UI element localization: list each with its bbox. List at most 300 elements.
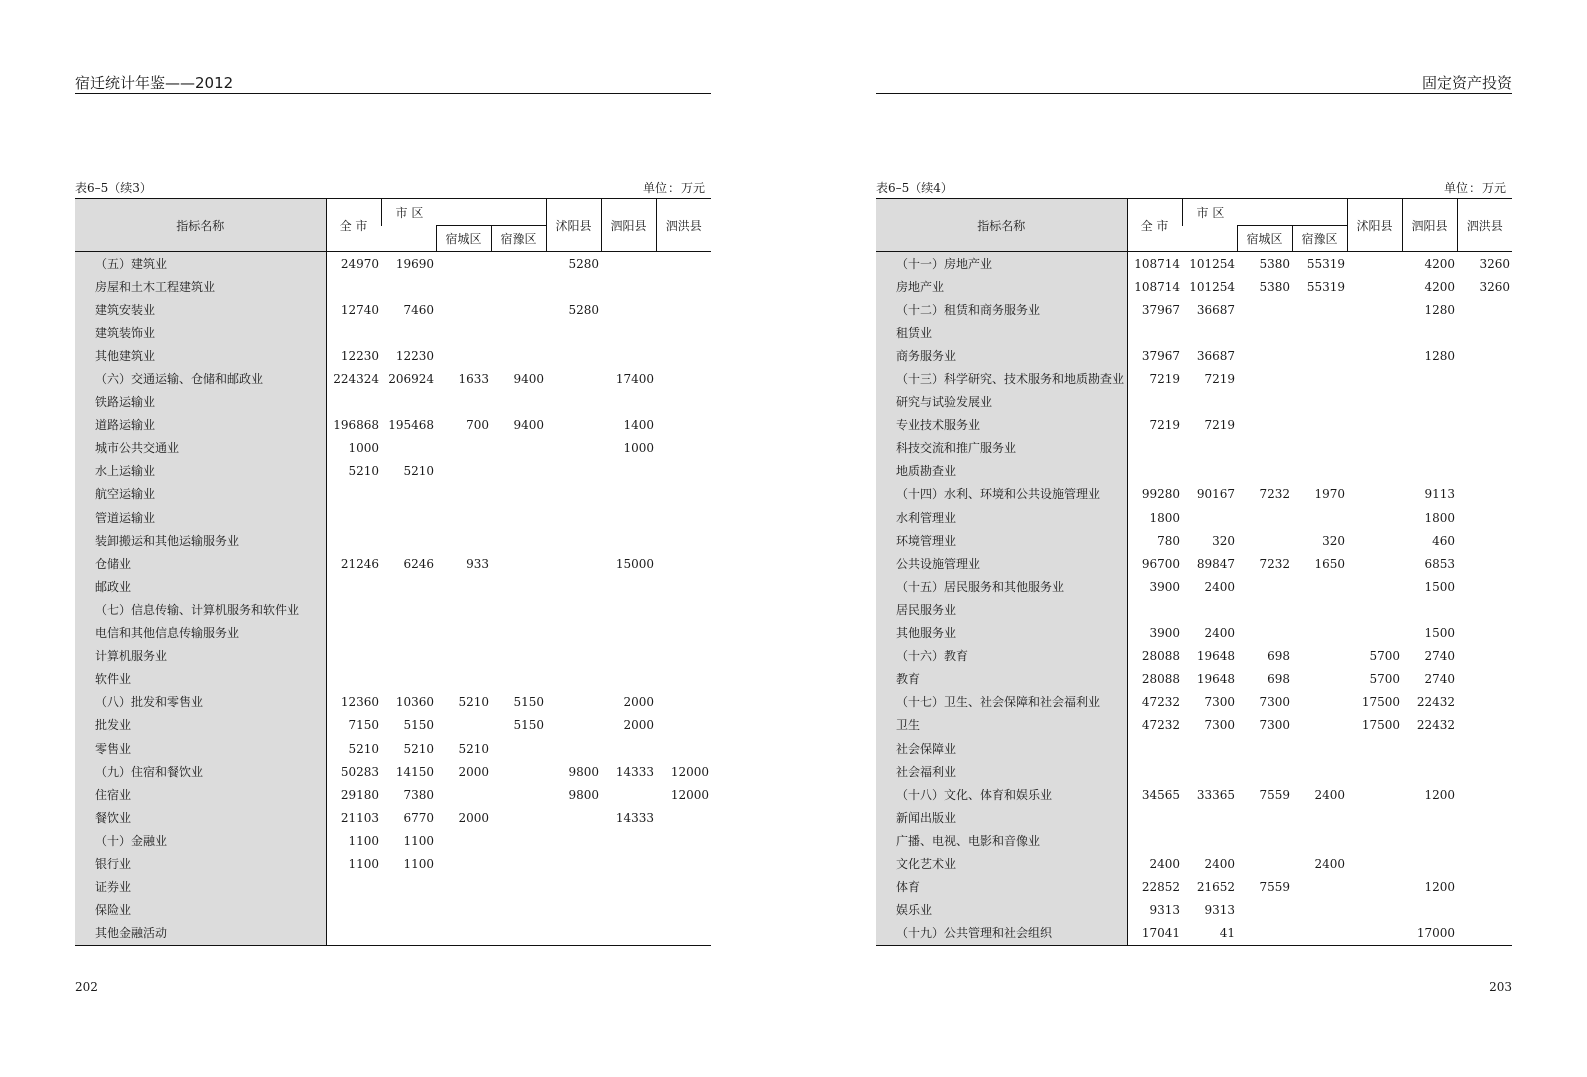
table-cell: 2400 <box>1314 787 1346 802</box>
column-header-urban: 市 区 <box>381 199 546 226</box>
table-cell: 700 <box>466 418 489 433</box>
table-cell <box>436 829 491 852</box>
table-row <box>75 252 711 276</box>
table-cell <box>546 806 601 829</box>
column-header-city: 全 市 <box>1127 199 1182 252</box>
table-cell <box>656 275 711 298</box>
table-cell <box>1402 737 1457 760</box>
table-cell <box>1457 367 1512 390</box>
row-label: （十五）居民服务和其他服务业 <box>876 575 1127 598</box>
table-cell: 2740 <box>1424 649 1456 664</box>
column-header-sihong: 泗洪县 <box>656 199 711 252</box>
table-cell <box>1402 460 1457 483</box>
row-label: 保险业 <box>75 899 326 922</box>
table-row <box>876 668 1512 691</box>
table-cell <box>601 460 656 483</box>
row-label: （五）建筑业 <box>75 252 326 276</box>
table-cell: 5700 <box>1369 649 1401 664</box>
table-cell: 47232 <box>1141 695 1180 710</box>
table-cell <box>1402 437 1457 460</box>
table-cell <box>1347 460 1402 483</box>
table-cell <box>656 437 711 460</box>
page-number: 203 <box>1489 980 1512 994</box>
table-cell: 780 <box>1157 533 1180 548</box>
table-cell: 19648 <box>1196 649 1235 664</box>
table-cell <box>656 344 711 367</box>
table-cell <box>656 852 711 875</box>
table-cell <box>601 598 656 621</box>
table-cell <box>326 645 381 668</box>
table-cell <box>1292 622 1347 645</box>
table-cell <box>1182 460 1237 483</box>
table-row <box>876 922 1512 946</box>
table-cell: 7300 <box>1204 695 1235 710</box>
table-cell <box>1182 760 1237 783</box>
table-cell <box>326 922 381 946</box>
table-cell: 47232 <box>1141 718 1180 733</box>
table-cell <box>546 391 601 414</box>
table-cell: 9400 <box>513 372 545 387</box>
table-cell <box>1457 645 1512 668</box>
table-cell: 7219 <box>1149 372 1180 387</box>
table-cell: 2740 <box>1424 672 1456 687</box>
table-cell: 6853 <box>1424 556 1456 571</box>
table-row <box>876 852 1512 875</box>
table-cell <box>546 483 601 506</box>
table-cell: 7380 <box>403 787 434 802</box>
table-cell: 2400 <box>1204 579 1235 594</box>
table-cell: 24970 <box>340 256 379 271</box>
row-label: 研究与试验发展业 <box>876 391 1127 414</box>
table-cell <box>326 529 381 552</box>
table-cell <box>1457 460 1512 483</box>
table-row <box>75 737 711 760</box>
table-cell <box>1347 622 1402 645</box>
table-cell <box>656 598 711 621</box>
table-cell <box>1237 344 1292 367</box>
table-cell <box>1292 737 1347 760</box>
table-cell <box>326 622 381 645</box>
table-cell <box>1127 460 1182 483</box>
table-cell <box>1292 344 1347 367</box>
table-cell: 2400 <box>1204 626 1235 641</box>
table-cell <box>491 760 546 783</box>
table-cell <box>491 252 546 276</box>
table-cell: 320 <box>1322 533 1346 548</box>
table-cell <box>1347 437 1402 460</box>
table-cell: 206924 <box>388 372 434 387</box>
table-cell <box>601 344 656 367</box>
table-cell <box>491 598 546 621</box>
table-cell <box>656 414 711 437</box>
table-cell <box>656 737 711 760</box>
table-cell <box>491 575 546 598</box>
table-cell: 5150 <box>513 718 545 733</box>
table-cell <box>601 852 656 875</box>
table-cell <box>1457 414 1512 437</box>
table-cell <box>546 529 601 552</box>
table-cell <box>491 506 546 529</box>
table-cell: 7232 <box>1259 487 1290 502</box>
table-cell: 22432 <box>1416 695 1456 710</box>
table-cell <box>491 829 546 852</box>
table-cell <box>491 899 546 922</box>
table-row <box>876 806 1512 829</box>
table-cell <box>1457 737 1512 760</box>
table-cell: 10360 <box>395 695 434 710</box>
table-cell <box>1237 737 1292 760</box>
column-header-siyang: 泗阳县 <box>601 199 656 252</box>
table-row <box>876 760 1512 783</box>
table-cell <box>326 575 381 598</box>
row-label: 社会福利业 <box>876 760 1127 783</box>
table-cell <box>381 598 436 621</box>
table-cell <box>491 275 546 298</box>
row-label: 水上运输业 <box>75 460 326 483</box>
row-label: （十二）租赁和商务服务业 <box>876 298 1127 321</box>
column-header-sucheng: 宿城区 <box>1237 226 1292 252</box>
table-cell <box>601 829 656 852</box>
table-cell <box>436 529 491 552</box>
table-cell: 21246 <box>340 556 379 571</box>
table-cell <box>546 829 601 852</box>
table-cell <box>1292 876 1347 899</box>
table-cell <box>381 876 436 899</box>
table-cell: 1970 <box>1314 487 1346 502</box>
table-cell <box>491 852 546 875</box>
row-label: （九）住宿和餐饮业 <box>75 760 326 783</box>
table-row <box>876 622 1512 645</box>
table-cell <box>656 391 711 414</box>
row-label: 软件业 <box>75 668 326 691</box>
table-cell <box>656 922 711 946</box>
table-cell <box>1237 321 1292 344</box>
table-row <box>75 668 711 691</box>
table-cell: 224324 <box>333 372 379 387</box>
table-cell <box>656 668 711 691</box>
unit-label: 单位 <box>642 181 667 195</box>
table-cell <box>381 483 436 506</box>
table-cell: 28088 <box>1141 649 1180 664</box>
table-cell <box>491 321 546 344</box>
table-cell <box>1237 899 1292 922</box>
table-cell <box>1182 737 1237 760</box>
table-cell: 5380 <box>1259 256 1290 271</box>
table-cell <box>381 922 436 946</box>
table-cell <box>1237 529 1292 552</box>
row-label: 其他服务业 <box>876 622 1127 645</box>
table-cell <box>601 321 656 344</box>
table-cell: 22852 <box>1141 880 1180 895</box>
table-cell <box>491 622 546 645</box>
column-header-name: 指标名称 <box>75 199 326 252</box>
table-row <box>876 367 1512 390</box>
row-label: （十一）房地产业 <box>876 252 1127 276</box>
table-cell: 4200 <box>1424 256 1456 271</box>
table-cell: 17041 <box>1127 922 1182 946</box>
table-cell <box>1237 598 1292 621</box>
table-cell <box>1347 760 1402 783</box>
table-cell: 1800 <box>1149 510 1180 525</box>
table-cell: 12230 <box>395 348 434 363</box>
table-cell <box>381 645 436 668</box>
table-row <box>75 321 711 344</box>
table-row <box>75 460 711 483</box>
table-cell: 36687 <box>1196 348 1235 363</box>
table-cell: 17400 <box>615 372 655 387</box>
table-cell: 6770 <box>403 810 434 825</box>
table-cell <box>381 321 436 344</box>
table-cell <box>1182 506 1237 529</box>
table-row <box>876 575 1512 598</box>
table-cell: 1400 <box>623 418 655 433</box>
table-cell: 698 <box>1267 649 1290 664</box>
header-rule <box>75 93 711 94</box>
table-cell <box>601 391 656 414</box>
running-head: 宿迁统计年鉴——2012 <box>75 74 234 92</box>
column-header-suyu: 宿豫区 <box>491 226 546 252</box>
table-row <box>876 598 1512 621</box>
table-cell <box>1457 575 1512 598</box>
table-cell <box>601 737 656 760</box>
table-cell: 41 <box>1182 922 1237 946</box>
row-label: 邮政业 <box>75 575 326 598</box>
table-cell <box>1457 691 1512 714</box>
table-row <box>876 691 1512 714</box>
table-cell <box>491 529 546 552</box>
table-cell <box>1292 899 1347 922</box>
table-cell <box>1347 344 1402 367</box>
table-cell: 460 <box>1432 533 1456 548</box>
table-cell <box>491 876 546 899</box>
table-cell <box>601 645 656 668</box>
table-cell: 2400 <box>1149 856 1180 871</box>
table-cell <box>1347 391 1402 414</box>
row-label: 其他建筑业 <box>75 344 326 367</box>
table-body <box>75 252 711 946</box>
table-row <box>876 783 1512 806</box>
table-cell: 4200 <box>1424 279 1456 294</box>
table-cell <box>1292 367 1347 390</box>
table-cell: 99280 <box>1141 487 1180 502</box>
table-row <box>876 460 1512 483</box>
table-cell <box>1292 668 1347 691</box>
table-cell: 7460 <box>403 302 434 317</box>
table-cell: 50283 <box>340 764 379 779</box>
table-cell: 320 <box>1212 533 1235 548</box>
table-cell <box>601 275 656 298</box>
table-cell <box>381 275 436 298</box>
unit-label: 单位 <box>1443 181 1468 195</box>
table-cell <box>1182 598 1237 621</box>
column-header-name: 指标名称 <box>876 199 1127 252</box>
table-cell <box>1347 737 1402 760</box>
row-label: （七）信息传输、计算机服务和软件业 <box>75 598 326 621</box>
data-table <box>876 198 1512 946</box>
table-cell <box>656 506 711 529</box>
row-label: 地质勘查业 <box>876 460 1127 483</box>
table-cell <box>1457 668 1512 691</box>
table-cell <box>601 529 656 552</box>
table-row <box>876 737 1512 760</box>
table-cell <box>1182 829 1237 852</box>
table-cell <box>656 645 711 668</box>
row-label: 卫生 <box>876 714 1127 737</box>
table-row <box>75 760 711 783</box>
row-label: 环境管理业 <box>876 529 1127 552</box>
table-cell <box>436 506 491 529</box>
row-label: 装卸搬运和其他运输服务业 <box>75 529 326 552</box>
table-cell: 89847 <box>1196 556 1235 571</box>
table-cell <box>1292 460 1347 483</box>
row-label: （十八）文化、体育和娱乐业 <box>876 783 1127 806</box>
table-cell <box>546 598 601 621</box>
table-cell <box>601 876 656 899</box>
row-label: （十七）卫生、社会保障和社会福利业 <box>876 691 1127 714</box>
table-cell: 3260 <box>1479 256 1511 271</box>
table-cell: 19690 <box>395 256 434 271</box>
unit-value: 万元 <box>680 181 705 195</box>
table-cell <box>656 899 711 922</box>
table-cell <box>436 714 491 737</box>
row-label: 其他金融活动 <box>75 922 326 946</box>
table-cell <box>1237 575 1292 598</box>
table-row <box>75 899 711 922</box>
table-row <box>876 483 1512 506</box>
table-cell <box>601 922 656 946</box>
table-cell: 1500 <box>1424 579 1456 594</box>
table-cell <box>1457 506 1512 529</box>
table-row <box>876 552 1512 575</box>
table-cell <box>491 922 546 946</box>
table-row <box>876 506 1512 529</box>
table-cell <box>381 668 436 691</box>
table-cell: 17000 <box>1402 922 1457 946</box>
row-label: 文化艺术业 <box>876 852 1127 875</box>
table-row <box>75 598 711 621</box>
table-cell: 28088 <box>1141 672 1180 687</box>
table-cell: 1280 <box>1424 302 1456 317</box>
table-cell: 7300 <box>1259 695 1290 710</box>
row-label: 公共设施管理业 <box>876 552 1127 575</box>
table-cell <box>1347 367 1402 390</box>
right-page <box>876 0 1512 1077</box>
table-cell <box>1127 760 1182 783</box>
table-cell <box>1292 437 1347 460</box>
table-cell: 2400 <box>1204 856 1235 871</box>
page-number: 202 <box>75 980 98 994</box>
table-cell <box>436 622 491 645</box>
table-cell <box>546 691 601 714</box>
table-cell <box>1402 598 1457 621</box>
table-cell: 5210 <box>403 464 434 479</box>
row-label: 铁路运输业 <box>75 391 326 414</box>
table-cell <box>1457 783 1512 806</box>
row-label: 餐饮业 <box>75 806 326 829</box>
table-cell: 7232 <box>1259 556 1290 571</box>
table-cell <box>656 806 711 829</box>
table-cell <box>656 298 711 321</box>
table-cell: 7559 <box>1259 787 1290 802</box>
table-cell: 101254 <box>1189 256 1235 271</box>
row-label: （十九）公共管理和社会组织 <box>876 922 1127 946</box>
table-cell: 14333 <box>615 764 655 779</box>
table-cell <box>546 321 601 344</box>
column-header-suyu: 宿豫区 <box>1292 226 1347 252</box>
table-row <box>75 714 711 737</box>
row-label: 新闻出版业 <box>876 806 1127 829</box>
table-cell: 55319 <box>1306 256 1346 271</box>
table-cell <box>1237 437 1292 460</box>
table-cell <box>1347 298 1402 321</box>
table-cell <box>1292 321 1347 344</box>
table-cell: 2000 <box>623 718 655 733</box>
row-label: 广播、电视、电影和音像业 <box>876 829 1127 852</box>
table-cell: 5210 <box>348 741 379 756</box>
table-cell: 7219 <box>1204 372 1235 387</box>
table-row <box>75 645 711 668</box>
table-cell <box>656 876 711 899</box>
table-cell <box>1402 367 1457 390</box>
table-cell <box>546 552 601 575</box>
table-row <box>75 852 711 875</box>
row-label: 批发业 <box>75 714 326 737</box>
table-cell: 1280 <box>1424 348 1456 363</box>
table-cell: 195468 <box>388 418 434 433</box>
table-cell <box>1127 437 1182 460</box>
table-cell <box>601 483 656 506</box>
table-cell <box>1237 852 1292 875</box>
table-cell <box>546 575 601 598</box>
table-cell <box>1237 414 1292 437</box>
table-cell: 9313 <box>1149 903 1180 918</box>
table-cell <box>326 275 381 298</box>
table-cell <box>1457 437 1512 460</box>
table-cell: 12740 <box>340 302 379 317</box>
table-cell <box>1347 483 1402 506</box>
table-cell <box>656 714 711 737</box>
table-cell <box>436 344 491 367</box>
row-label: 计算机服务业 <box>75 645 326 668</box>
table-cell <box>1237 829 1292 852</box>
table-cell: 1200 <box>1424 880 1456 895</box>
table-cell: 108714 <box>1134 279 1180 294</box>
table-cell: 7219 <box>1204 418 1235 433</box>
table-row <box>876 829 1512 852</box>
row-label: 管道运输业 <box>75 506 326 529</box>
table-row <box>75 575 711 598</box>
table-cell: 1000 <box>348 441 379 456</box>
table-cell <box>546 344 601 367</box>
unit-value: 万元 <box>1481 181 1506 195</box>
table-row <box>75 922 711 946</box>
table-cell <box>436 437 491 460</box>
table-cell <box>1237 622 1292 645</box>
table-cell <box>436 575 491 598</box>
table-cell <box>1347 275 1402 298</box>
table-cell <box>656 321 711 344</box>
table-cell <box>436 321 491 344</box>
table-cell <box>381 506 436 529</box>
unit-note: 单位：万元 <box>1443 181 1506 195</box>
table-row <box>876 391 1512 414</box>
row-label: 房屋和土木工程建筑业 <box>75 275 326 298</box>
row-label: 航空运输业 <box>75 483 326 506</box>
table-cell: 12360 <box>340 695 379 710</box>
row-label: 娱乐业 <box>876 899 1127 922</box>
row-label: 零售业 <box>75 737 326 760</box>
row-label: 房地产业 <box>876 275 1127 298</box>
